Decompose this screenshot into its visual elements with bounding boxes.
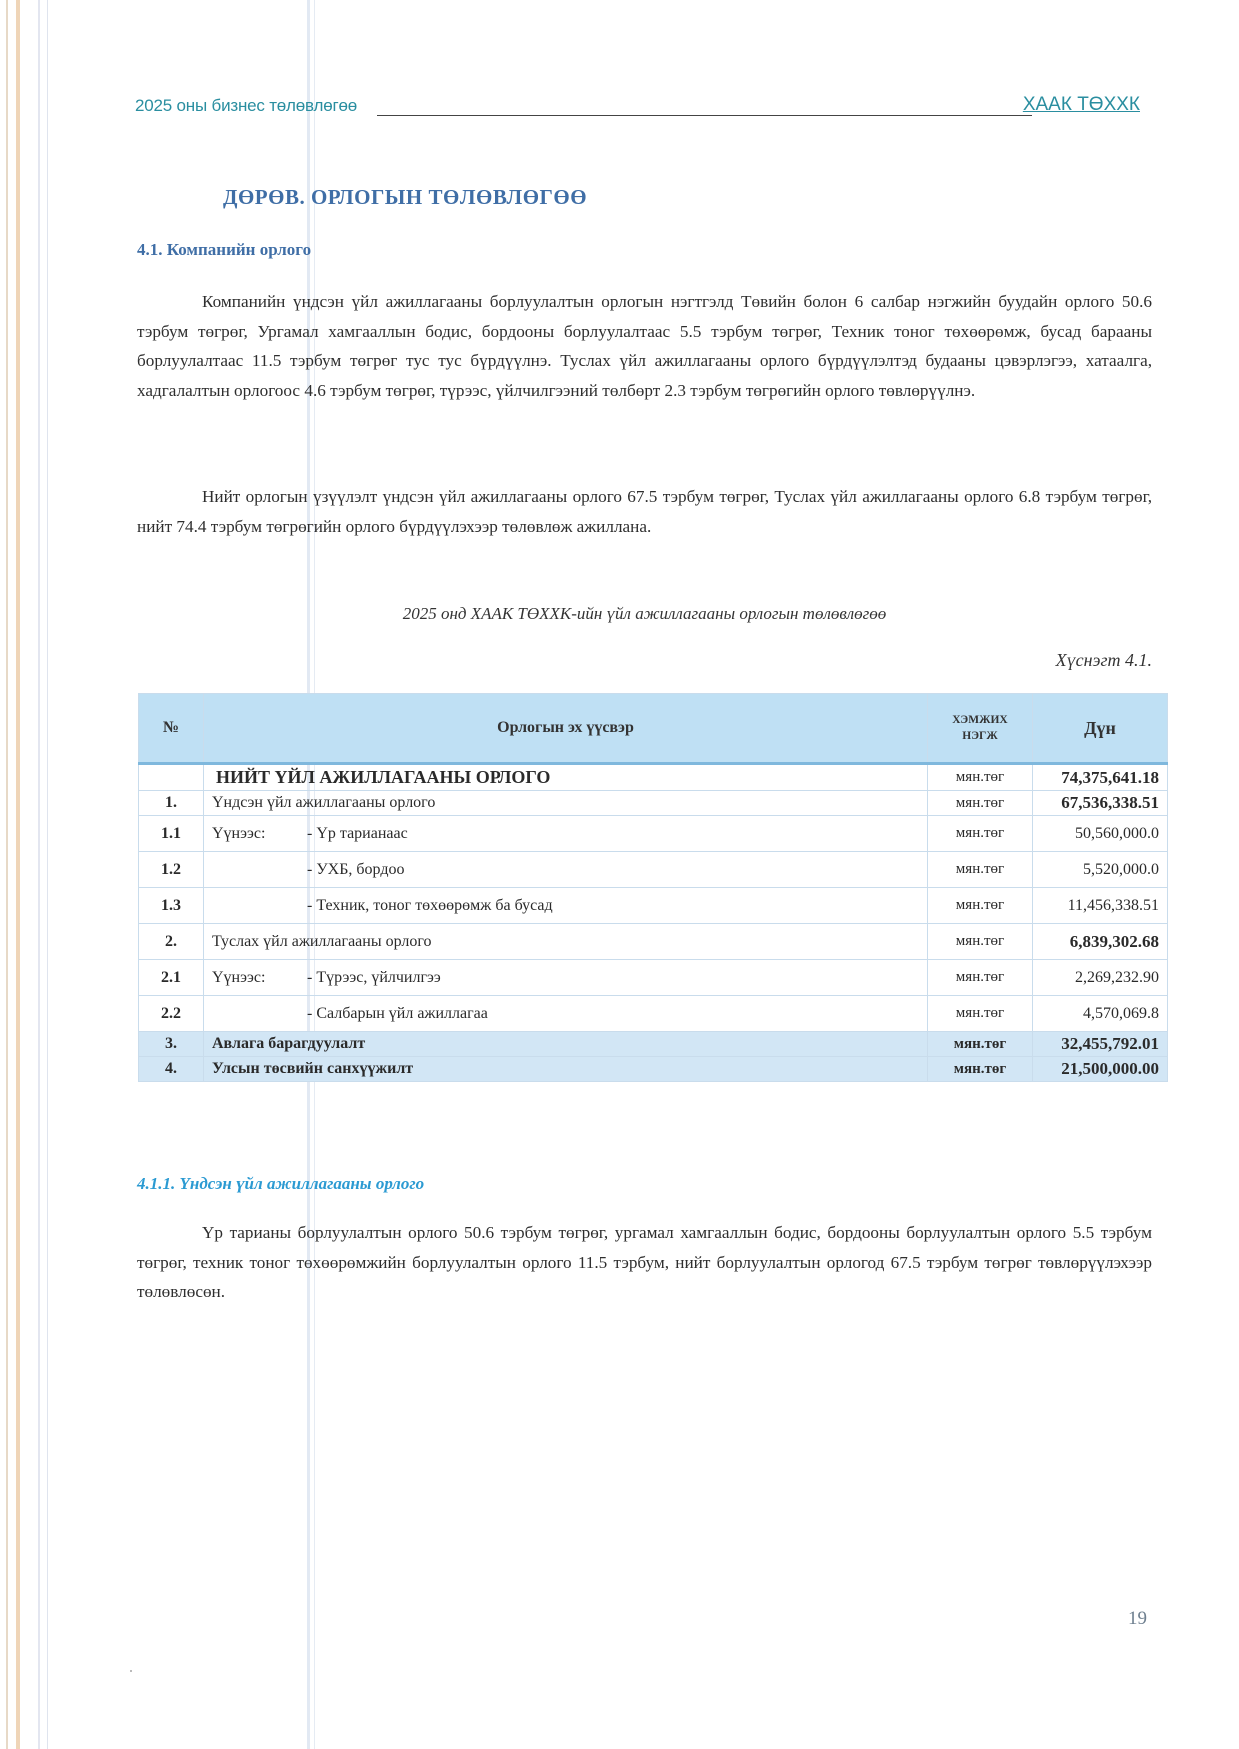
cell-prefix: Үүнээс: (212, 824, 266, 842)
cell-amount: 11,456,338.51 (1033, 888, 1168, 924)
cell-unit: мян.төг (928, 1057, 1033, 1082)
cell-source (204, 852, 928, 888)
cell-unit: мян.төг (928, 852, 1033, 888)
cell-unit: мян.төг (928, 888, 1033, 924)
revenue-table (138, 693, 1168, 1082)
table-row (139, 791, 1168, 816)
cell-unit: мян.төг (928, 791, 1033, 816)
cell-source (204, 816, 928, 852)
table-row-highlighted (139, 1032, 1168, 1057)
cell-no: 2. (139, 924, 204, 960)
cell-source-text: - Салбарын үйл ажиллагаа (307, 1004, 488, 1022)
cell-source-text: - Техник, тоног төхөөрөмж ба бусад (307, 896, 553, 914)
cell-prefix: Үүнээс: (212, 968, 266, 986)
table-row (139, 996, 1168, 1032)
table-row-highlighted (139, 1057, 1168, 1082)
paragraph-company-revenue (137, 287, 1152, 405)
table-caption: 2025 онд ХААК ТӨХХК-ийн үйл ажиллагааны орлогын төлөвлөгөө (402, 604, 887, 623)
cell-source: Авлага барагдуулалт (204, 1032, 928, 1057)
header-company-name: ХААК ТӨХХК (1022, 94, 1140, 115)
cell-source: Үндсэн үйл ажиллагааны орлого (204, 791, 928, 816)
cell-no: 2.1 (139, 960, 204, 996)
paragraph-text: Компанийн үндсэн үйл ажиллагааны борлуулалтын орлогын нэгтгэлд Төвийн болон 6 салбар нэгжийн буудайн орлого 50.6 тэрбум төгрөг, Ургамал хамгааллын бодис, бордооны борлуулалтаас 5.5 тэрбум төгрөг, Техник тоног төхөөрөмж, бусад барааны борлуулалтаас 11.5 тэрбум төгрөг тус тус бүрдүүлнэ. Туслах үйл ажиллагааны орлого бүрдүүлэлтэд будааны цэвэрлэгээ, хатаалга, хадгалалтын орлогоос 4.6 тэрбум төгрөг, түрээс, үйлчилгээний төлбөрт 2.3 тэрбум төгрөгийн орлого төвлөрүүлнэ. (137, 292, 1152, 400)
cell-amount: 6,839,302.68 (1033, 924, 1168, 960)
cell-amount: 21,500,000.00 (1033, 1057, 1168, 1082)
column-header-source: Орлогын эх үүсвэр (204, 694, 928, 764)
table-row (139, 816, 1168, 852)
cell-source (204, 996, 928, 1032)
page-number: 19 (1128, 1608, 1147, 1629)
cell-source: Улсын төсвийн санхүүжилт (204, 1057, 928, 1082)
cell-source (204, 960, 928, 996)
cell-unit: мян.төг (928, 764, 1033, 791)
cell-amount: 2,269,232.90 (1033, 960, 1168, 996)
table-row (139, 924, 1168, 960)
table-row (139, 852, 1168, 888)
cell-no (139, 764, 204, 791)
scan-speck (130, 1670, 132, 1672)
cell-source-text: - УХБ, бордоо (307, 860, 405, 878)
cell-no: 1.1 (139, 816, 204, 852)
table-label: Хүснэгт 4.1. (1055, 650, 1152, 670)
cell-no: 4. (139, 1057, 204, 1082)
table-row (139, 888, 1168, 924)
column-header-unit: ХЭМЖИХ НЭГЖ (928, 694, 1033, 764)
paragraph-core-revenue (137, 1218, 1152, 1307)
cell-amount: 50,560,000.0 (1033, 816, 1168, 852)
table-row (139, 960, 1168, 996)
header-rule (377, 115, 1032, 116)
cell-unit: мян.төг (928, 816, 1033, 852)
cell-amount: 32,455,792.01 (1033, 1032, 1168, 1057)
chapter-title: ДӨРӨВ. ОРЛОГЫН ТӨЛӨВЛӨГӨӨ (223, 185, 588, 209)
section-title: 4.1. Компанийн орлого (137, 240, 312, 259)
cell-source: Туслах үйл ажиллагааны орлого (204, 924, 928, 960)
scan-artifact (38, 0, 40, 1749)
column-header-amount: Дүн (1033, 694, 1168, 764)
table-row-total (139, 764, 1168, 791)
scan-artifact (6, 0, 8, 1749)
paragraph-total-revenue (137, 482, 1152, 541)
page-header (135, 96, 1140, 120)
cell-unit: мян.төг (928, 996, 1033, 1032)
subsection-title: 4.1.1. Үндсэн үйл ажиллагааны орлого (137, 1174, 425, 1193)
paragraph-text: Үр тарианы борлуулалтын орлого 50.6 тэрбум төгрөг, ургамал хамгааллын бодис, бордооны борлуулалтын орлого 5.5 тэрбум төгрөг, техник тоног төхөөрөмжийн борлуулалтын орлого 11.5 тэрбум, нийт борлуулалтын орлогод 67.5 тэрбум төгрөг төвлөрүүлэхээр төлөвлөсөн. (137, 1223, 1152, 1301)
cell-unit: мян.төг (928, 960, 1033, 996)
header-document-title: 2025 оны бизнес төлөвлөгөө (135, 96, 357, 115)
cell-amount: 74,375,641.18 (1033, 764, 1168, 791)
cell-no: 1.3 (139, 888, 204, 924)
cell-source (204, 888, 928, 924)
cell-no: 2.2 (139, 996, 204, 1032)
cell-amount: 5,520,000.0 (1033, 852, 1168, 888)
paragraph-text: Нийт орлогын үзүүлэлт үндсэн үйл ажиллагааны орлого 67.5 тэрбум төгрөг, Туслах үйл ажиллагааны орлого 6.8 тэрбум төгрөг, нийт 74.4 тэрбум төгрөгийн орлого бүрдүүлэхээр төлөвлөж ажиллана. (137, 487, 1152, 536)
scan-artifact (16, 0, 20, 1749)
cell-source-text: - Үр тарианаас (307, 824, 408, 842)
cell-no: 1. (139, 791, 204, 816)
cell-amount: 67,536,338.51 (1033, 791, 1168, 816)
cell-source-text: - Түрээс, үйлчилгээ (307, 968, 441, 986)
cell-unit: мян.төг (928, 924, 1033, 960)
cell-amount: 4,570,069.8 (1033, 996, 1168, 1032)
scan-artifact (47, 0, 48, 1749)
cell-no: 1.2 (139, 852, 204, 888)
cell-source: НИЙТ ҮЙЛ АЖИЛЛАГААНЫ ОРЛОГО (204, 764, 928, 791)
cell-no: 3. (139, 1032, 204, 1057)
column-header-no: № (139, 694, 204, 764)
cell-unit: мян.төг (928, 1032, 1033, 1057)
table-header-row (139, 694, 1168, 764)
